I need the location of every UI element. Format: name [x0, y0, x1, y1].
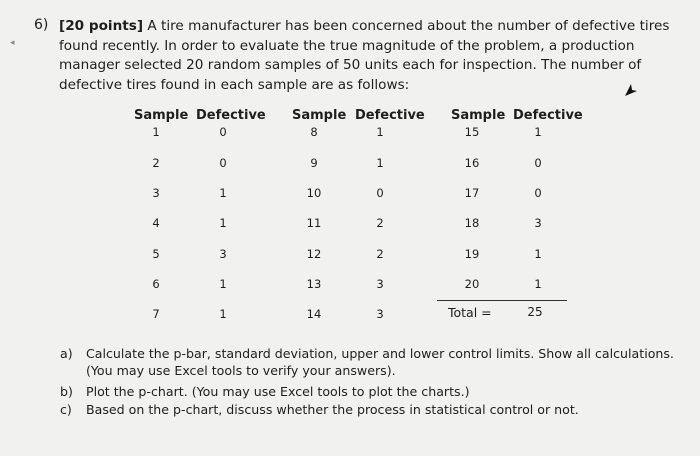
defective-cell: 0 — [219, 125, 227, 139]
sample-cell: 6 — [152, 277, 160, 291]
part-b — [60, 383, 680, 400]
part-b-label: b) — [60, 384, 73, 399]
sample-header: Sample — [134, 108, 189, 123]
defective-cell: 1 — [219, 307, 227, 321]
sample-cell: 11 — [306, 216, 322, 230]
sample-cell: 2 — [152, 156, 160, 170]
defective-cell: 1 — [376, 156, 384, 170]
defective-cell: 3 — [534, 216, 542, 230]
sample-cell: 5 — [152, 247, 160, 261]
sample-cell: 7 — [152, 307, 160, 321]
defective-cell: 3 — [376, 277, 384, 291]
total-rule — [437, 300, 567, 301]
total-label: Total = — [448, 305, 492, 320]
sample-cell: 12 — [306, 247, 322, 261]
defective-cell: 1 — [534, 247, 542, 261]
defective-header: Defective — [196, 108, 266, 123]
defective-header: Defective — [355, 108, 425, 123]
part-c-text: Based on the p-chart, discuss whether the process in statistical control or not. — [86, 402, 579, 417]
sample-cell: 9 — [310, 156, 318, 170]
sample-cell: 15 — [464, 125, 480, 139]
defective-cell: 3 — [376, 307, 384, 321]
question-number: 6) — [34, 17, 49, 33]
defective-cell: 1 — [219, 216, 227, 230]
question-body: A tire manufacturer has been concerned about the number of defective tires found recently. In order to evaluate the true magnitude of the problem, a production manager selected 20 random samples of 50 units each for inspection. The number of defective tires found in each sample are as follows: — [59, 18, 670, 93]
sample-header: Sample — [451, 108, 506, 123]
part-a — [60, 345, 680, 379]
sample-cell: 14 — [306, 307, 322, 321]
defective-cell: 0 — [219, 156, 227, 170]
defective-cell: 1 — [534, 277, 542, 291]
points-label: [20 points] — [59, 18, 144, 34]
defective-cell: 1 — [376, 125, 384, 139]
defective-cell: 3 — [219, 247, 227, 261]
part-c-label: c) — [60, 402, 72, 417]
defective-header: Defective — [513, 108, 583, 123]
part-b-text: Plot the p-chart. (You may use Excel tools to plot the charts.) — [86, 384, 470, 399]
sample-header: Sample — [292, 108, 347, 123]
sample-cell: 19 — [464, 247, 480, 261]
sample-cell: 8 — [310, 125, 318, 139]
sample-cell: 13 — [306, 277, 322, 291]
defective-cell: 2 — [376, 216, 384, 230]
question-text — [59, 17, 679, 95]
total-value: 25 — [527, 305, 543, 319]
mouse-cursor-icon — [624, 82, 638, 98]
sample-cell: 16 — [464, 156, 480, 170]
sample-cell: 17 — [464, 186, 480, 200]
sample-cell: 1 — [152, 125, 160, 139]
defective-cell: 1 — [219, 186, 227, 200]
part-a-text: Calculate the p-bar, standard deviation, upper and lower control limits. Show all calculations. (You may use Excel tools to verify your answers). — [86, 346, 674, 378]
defective-cell: 1 — [534, 125, 542, 139]
defective-cell: 0 — [534, 186, 542, 200]
part-a-label: a) — [60, 346, 73, 361]
sample-cell: 3 — [152, 186, 160, 200]
sample-cell: 10 — [306, 186, 322, 200]
defective-cell: 0 — [534, 156, 542, 170]
defective-cell: 1 — [219, 277, 227, 291]
sample-cell: 4 — [152, 216, 160, 230]
part-c — [60, 401, 680, 418]
margin-mark: ◂ — [10, 38, 15, 48]
sample-cell: 20 — [464, 277, 480, 291]
defective-cell: 0 — [376, 186, 384, 200]
defective-cell: 2 — [376, 247, 384, 261]
sample-cell: 18 — [464, 216, 480, 230]
